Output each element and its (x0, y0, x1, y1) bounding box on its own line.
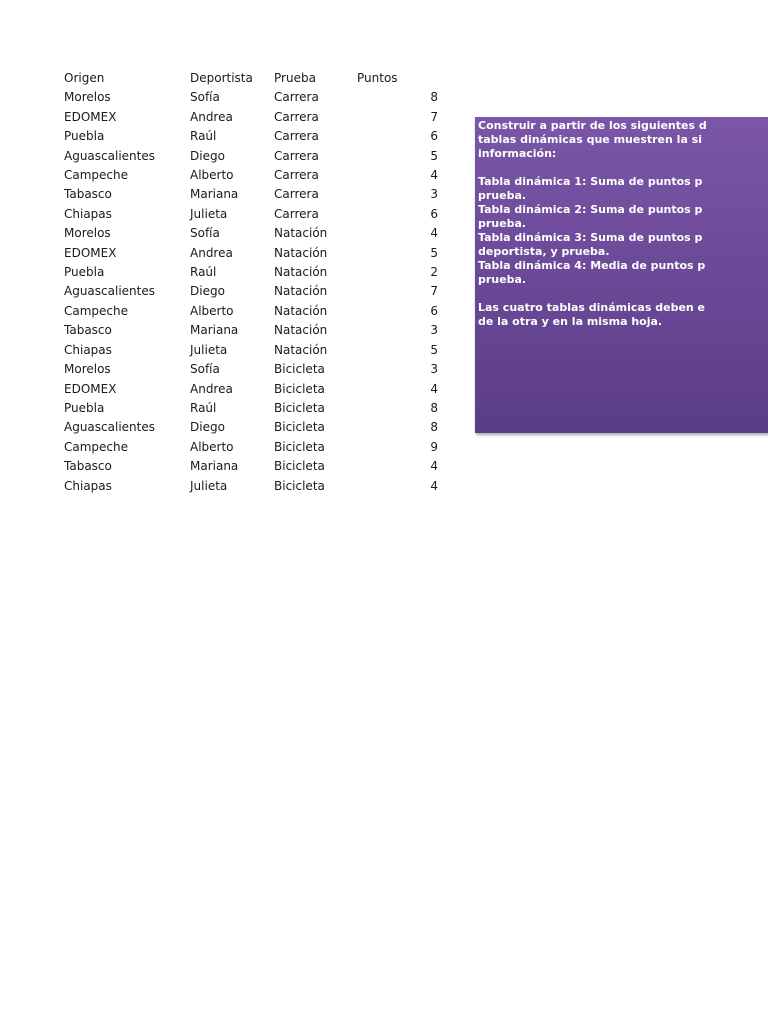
cell-prueba[interactable]: Bicicleta (274, 420, 325, 435)
note-table-3: Tabla dinámica 3: Suma de puntos p deportista, y prueba. (478, 231, 703, 258)
cell-prueba[interactable]: Carrera (274, 148, 319, 163)
cell-puntos[interactable]: 3 (430, 187, 438, 202)
cell-origen[interactable]: Aguascalientes (64, 284, 155, 299)
cell-prueba[interactable]: Natación (274, 245, 328, 260)
cell-prueba[interactable]: Bicicleta (274, 459, 325, 474)
cell-deportista[interactable]: Sofía (190, 362, 220, 377)
header-puntos[interactable]: Puntos (357, 71, 398, 85)
cell-origen[interactable]: Puebla (64, 400, 105, 415)
cell-deportista[interactable]: Julieta (190, 206, 228, 221)
cell-puntos[interactable]: 4 (430, 459, 438, 474)
cell-origen[interactable]: Aguascalientes (64, 148, 155, 163)
cell-origen[interactable]: EDOMEX (64, 245, 117, 260)
table-row (64, 457, 438, 476)
cell-prueba[interactable]: Carrera (274, 206, 319, 221)
table-row (64, 263, 438, 282)
note-intro: Construir a partir de los siguientes d tablas dinámicas que muestren la si información: (478, 119, 707, 160)
cell-prueba[interactable]: Carrera (274, 90, 319, 105)
cell-prueba[interactable]: Bicicleta (274, 439, 325, 454)
header-origen[interactable]: Origen (64, 71, 105, 85)
cell-prueba[interactable]: Carrera (274, 168, 319, 183)
table-row (64, 108, 438, 127)
cell-deportista[interactable]: Raúl (190, 400, 217, 415)
cell-puntos[interactable]: 8 (430, 90, 438, 105)
note-table-1: Tabla dinámica 1: Suma de puntos p prueba. (478, 175, 703, 202)
cell-deportista[interactable]: Julieta (190, 342, 228, 357)
cell-origen[interactable]: Tabasco (64, 459, 112, 474)
table-row (64, 438, 438, 457)
data-table (64, 69, 438, 496)
table-row (64, 321, 438, 340)
cell-deportista[interactable]: Raúl (190, 265, 217, 280)
cell-puntos[interactable]: 2 (430, 265, 438, 280)
cell-origen[interactable]: EDOMEX (64, 381, 117, 396)
header-prueba[interactable]: Prueba (274, 71, 316, 85)
note-table-2: Tabla dinámica 2: Suma de puntos p prueba. (478, 203, 703, 230)
cell-deportista[interactable]: Julieta (190, 478, 228, 493)
cell-prueba[interactable]: Bicicleta (274, 400, 325, 415)
cell-prueba[interactable]: Natación (274, 342, 328, 357)
cell-deportista[interactable]: Sofía (190, 226, 220, 241)
cell-prueba[interactable]: Natación (274, 284, 328, 299)
cell-puntos[interactable]: 4 (430, 381, 438, 396)
cell-deportista[interactable]: Andrea (190, 245, 233, 260)
cell-origen[interactable]: Morelos (64, 226, 111, 241)
table-row (64, 360, 438, 379)
cell-puntos[interactable]: 4 (430, 168, 438, 183)
cell-puntos[interactable]: 4 (430, 226, 438, 241)
table-row (64, 282, 438, 301)
cell-origen[interactable]: Chiapas (64, 206, 112, 221)
cell-origen[interactable]: Campeche (64, 439, 129, 454)
cell-prueba[interactable]: Bicicleta (274, 381, 325, 396)
note-closing: Las cuatro tablas dinámicas deben e de la otra y en la misma hoja. (478, 301, 706, 328)
cell-prueba[interactable]: Bicicleta (274, 362, 325, 377)
cell-deportista[interactable]: Sofía (190, 90, 220, 105)
cell-deportista[interactable]: Diego (190, 284, 225, 299)
table-row (64, 185, 438, 204)
cell-origen[interactable]: Morelos (64, 90, 111, 105)
cell-prueba[interactable]: Natación (274, 323, 328, 338)
cell-origen[interactable]: Tabasco (64, 187, 112, 202)
cell-puntos[interactable]: 6 (430, 303, 438, 318)
cell-puntos[interactable]: 3 (430, 323, 438, 338)
table-row (64, 166, 438, 185)
cell-deportista[interactable]: Andrea (190, 381, 233, 396)
cell-puntos[interactable]: 4 (430, 478, 438, 493)
header-deportista[interactable]: Deportista (190, 71, 253, 85)
cell-origen[interactable]: Puebla (64, 129, 105, 144)
cell-puntos[interactable]: 3 (430, 362, 438, 377)
table-body (64, 88, 438, 496)
cell-origen[interactable]: Morelos (64, 362, 111, 377)
cell-origen[interactable]: Chiapas (64, 478, 112, 493)
cell-origen[interactable]: Chiapas (64, 342, 112, 357)
table-row (64, 399, 438, 418)
cell-deportista[interactable]: Raúl (190, 129, 217, 144)
note-table-4: Tabla dinámica 4: Media de puntos p prueba. (478, 259, 706, 286)
table-row (64, 244, 438, 263)
cell-prueba[interactable]: Carrera (274, 187, 319, 202)
cell-deportista[interactable]: Alberto (190, 168, 234, 183)
table-row (64, 380, 438, 399)
cell-prueba[interactable]: Natación (274, 303, 328, 318)
cell-puntos[interactable]: 7 (430, 284, 438, 299)
table-row (64, 205, 438, 224)
cell-deportista[interactable]: Diego (190, 420, 225, 435)
cell-deportista[interactable]: Alberto (190, 303, 234, 318)
table-row (64, 147, 438, 166)
instructions-textbox[interactable] (475, 117, 768, 433)
table-row (64, 302, 438, 321)
cell-puntos[interactable]: 5 (430, 148, 438, 163)
cell-deportista[interactable]: Alberto (190, 439, 234, 454)
cell-origen[interactable]: Puebla (64, 265, 105, 280)
cell-deportista[interactable]: Andrea (190, 109, 233, 124)
table-row (64, 341, 438, 360)
cell-puntos[interactable]: 8 (430, 420, 438, 435)
cell-prueba[interactable]: Natación (274, 226, 328, 241)
cell-puntos[interactable]: 7 (430, 109, 438, 124)
cell-deportista[interactable]: Mariana (190, 459, 239, 474)
table-row (64, 418, 438, 437)
cell-puntos[interactable]: 5 (430, 245, 438, 260)
cell-origen[interactable]: Tabasco (64, 323, 112, 338)
cell-puntos[interactable]: 9 (430, 439, 438, 454)
cell-deportista[interactable]: Diego (190, 148, 225, 163)
cell-origen[interactable]: Campeche (64, 303, 129, 318)
cell-prueba[interactable]: Natación (274, 265, 328, 280)
cell-puntos[interactable]: 6 (430, 206, 438, 221)
cell-deportista[interactable]: Mariana (190, 187, 239, 202)
cell-origen[interactable]: Campeche (64, 168, 129, 183)
cell-puntos[interactable]: 6 (430, 129, 438, 144)
cell-prueba[interactable]: Carrera (274, 109, 319, 124)
cell-origen[interactable]: Aguascalientes (64, 420, 155, 435)
cell-puntos[interactable]: 5 (430, 342, 438, 357)
cell-puntos[interactable]: 8 (430, 400, 438, 415)
cell-deportista[interactable]: Mariana (190, 323, 239, 338)
table-row (64, 224, 438, 243)
cell-origen[interactable]: EDOMEX (64, 109, 117, 124)
cell-prueba[interactable]: Bicicleta (274, 478, 325, 493)
table-row (64, 127, 438, 146)
cell-prueba[interactable]: Carrera (274, 129, 319, 144)
table-row (64, 88, 438, 107)
table-header-row (64, 69, 438, 88)
instructions-text (478, 119, 768, 329)
table-row (64, 477, 438, 496)
